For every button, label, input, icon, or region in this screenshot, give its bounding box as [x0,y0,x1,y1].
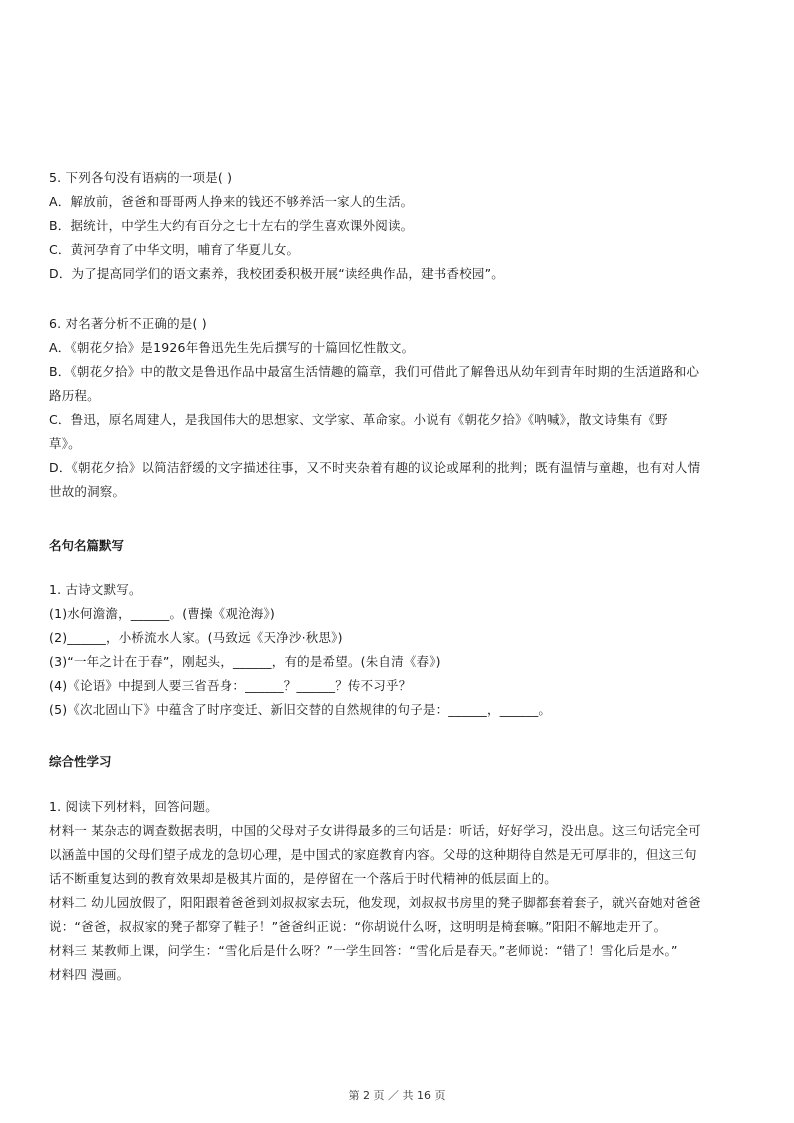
section-heading: 综合性学习 [49,754,112,769]
question-6 [49,312,749,504]
section-heading: 名句名篇默写 [49,538,125,553]
question-6-stem: 6. 对名著分析不正确的是( ) [49,316,207,331]
recitation-question [49,578,749,722]
question-6-option-c-line2: 草》。 [49,436,81,451]
question-6-option-d-line1: D．《朝花夕拾》以简洁舒缓的文字描述往事，又不时夹杂着有趣的议论或犀利的批判；既有温情与童趣，也有对人情 [49,460,701,475]
recitation-stem: 1. 古诗文默写。 [49,582,142,597]
recitation-item-2: (2)______，小桥流水人家。(马致远《天净沙·秋思》) [49,630,343,645]
question-5-option-d: D．为了提高同学们的语文素养，我校团委积极开展“读经典作品，建书香校园”。 [49,266,504,281]
question-6-option-b-line2: 路历程。 [49,388,100,403]
material-1-line1: 材料一 某杂志的调查数据表明，中国的父母对子女讲得最多的三句话是：听话，好好学习，没出息。这三句话完全可 [49,823,701,838]
material-2-line2: 说：“爸爸，叔叔家的凳子都穿了鞋子！”爸爸纠正说：“你胡说什么呀，这明明是椅套嘛。”阳阳不解地走开了。 [49,919,667,934]
section-recitation [49,534,749,558]
question-6-option-d-line2: 世故的洞察。 [49,484,126,499]
material-4: 材料四 漫画。 [49,967,130,982]
recitation-item-5: (5)《次北固山下》中蕴含了时序变迁、新旧交替的自然规律的句子是：______，______。 [49,702,552,717]
recitation-item-4: (4)《论语》中提到人要三省吾身：______？______？传不习乎？ [49,678,412,693]
section-integrated [49,750,749,774]
page-footer: 第 2 页 ／ 共 16 页 [348,1089,446,1102]
material-1-line2: 以涵盖中国的父母们望子成龙的急切心理，是中国式的家庭教育内容。父母的这种期待自然是无可厚非的，但这三句 [49,847,697,862]
integrated-stem: 1. 阅读下列材料，回答问题。 [49,799,218,814]
material-3: 材料三 某教师上课，问学生：“雪化后是什么呀？”一学生回答：“雪化后是春天。”老师说：“错了！雪化后是水。” [49,943,678,958]
question-6-option-c-line1: C．鲁迅，原名周建人，是我国伟大的思想家、文学家、革命家。小说有《朝花夕拾》《呐喊》，散文诗集有《野 [49,412,668,427]
recitation-item-1: (1)水何澹澹，______。(曹操《观沧海》) [49,606,276,621]
material-2-line1: 材料二 幼儿园放假了，阳阳跟着爸爸到刘叔叔家去玩，他发现，刘叔叔书房里的凳子脚都套着套子，就兴奋她对爸爸 [49,895,701,910]
recitation-item-3: (3)“一年之计在于春”，刚起头，______，有的是希望。(朱自清《春》) [49,654,441,669]
question-5-option-b: B．据统计，中学生大约有百分之七十左右的学生喜欢课外阅读。 [49,218,414,233]
material-1-line3: 话不断重复达到的教育效果却是极其片面的，是停留在一个落后于时代精神的低层面上的。 [49,871,558,886]
question-5-stem: 5. 下列各句没有语病的一项是( ) [49,170,233,185]
question-6-option-a: A．《朝花夕拾》是1926年鲁迅先生先后撰写的十篇回忆性散文。 [49,340,415,355]
question-5-option-c: C．黄河孕育了中华文明，哺育了华夏儿女。 [49,242,300,257]
question-5 [49,166,749,286]
integrated-question [49,795,749,987]
question-5-option-a: A．解放前，爸爸和哥哥两人挣来的钱还不够养活一家人的生活。 [49,194,414,209]
question-6-option-b-line1: B．《朝花夕拾》中的散文是鲁迅作品中最富生活情趣的篇章，我们可借此了解鲁迅从幼年到青年时期的生活道路和心 [49,364,700,379]
